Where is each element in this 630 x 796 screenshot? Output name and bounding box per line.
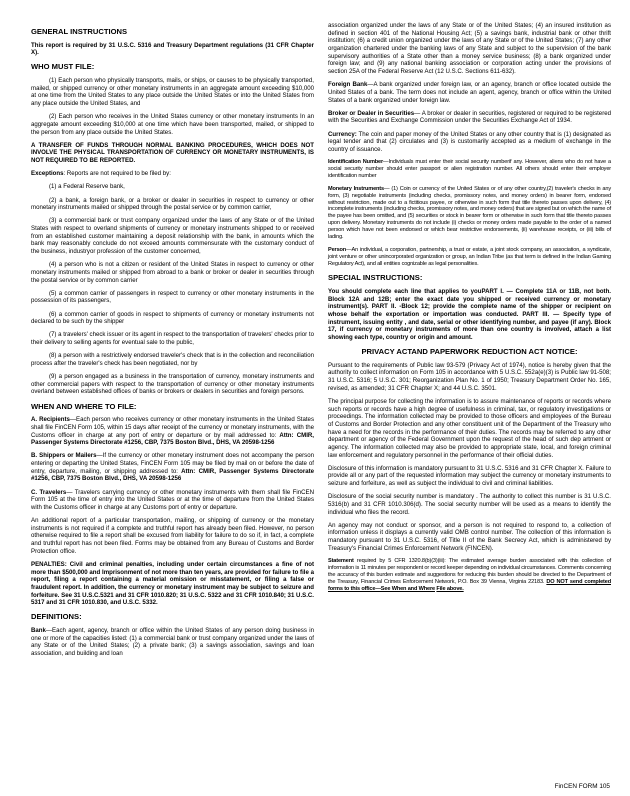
foreign-bank-text: —A bank organized under foreign law, or an agency, branch or office located outside the United States of a bank. The term does not include an agent, agency, branch or office within the United States of a bank organized under foreign law. bbox=[328, 81, 611, 104]
currency-text: The coin and paper money of the United States or any other country that is (1) designated as legal tender and that (2) circulates and (3) is customarily accepted as a medium of exchange in the country of issuance. bbox=[328, 130, 611, 153]
shippers-label: B. Shippers or Mailers bbox=[31, 452, 97, 460]
bank-label: Bank bbox=[31, 627, 46, 635]
shippers-address: Attn: CMIR, Passenger Systems Directorate #1256, CBP, 7375 Boston Blvd., DHS, VA 20598-1256 bbox=[31, 467, 314, 483]
exception-1: (1) a Federal Reserve bank, bbox=[49, 183, 125, 191]
broker-label: Broker or Dealer in Securities bbox=[328, 109, 415, 117]
travelers-label: C. Travelers bbox=[31, 488, 67, 496]
statement-label: Statement bbox=[328, 557, 354, 564]
travelers-text: — Travelers carrying currency or other monetary instruments with them shall file FinCEN Form 105 at the time of entry into the United States or at the time of departure from the United States with the Customs officer in charge at any Customs port of entry or departure. bbox=[31, 488, 314, 511]
when-where-heading: WHEN AND WHERE TO FILE: bbox=[31, 401, 137, 411]
privacy-p2: The principal purpose for collecting the information is to assure maintenance of reports or records where such reports or records have a high degree of usefulness in criminal, tax, or regulatory investigations or proceedings. The information collected may be provided to those officers and employees of the Bureau of Customs and Border Protection and any other constituent unit of the Department of the Treasury who have a need for the records in the performance of their duties. The records may be referred to any other department or agency of the Federal Government upon the request of the head of such dep artment or agency. The information collected may also be provided to appropriate state, local, and foreign criminal law enforcement and regulatory personnel in the performance of their official duties. bbox=[328, 397, 611, 459]
privacy-p4: Disclosure of the social security number is mandatory . The authority to collect this number is 31 U.S.C. 5316(b) and 31 CFR 1010.306(d). The social security number will be used as a means to identify the individual who files the record. bbox=[328, 493, 611, 516]
currency-definition bbox=[328, 131, 611, 154]
person-text: —An individual, a corporation, partnership, a trust or estate, a joint stock company, an association, a syndicate, joint venture or other unincorporated organization or group, an Indian Tribe (as that term is defined in the Indian Gaming Regulatory Act), and all entities cognizable as legal personalities. bbox=[328, 246, 611, 267]
identification-label: Identification Number bbox=[328, 159, 384, 166]
broker-definition bbox=[328, 110, 611, 125]
statement-warning: DO NOT send completed forms to this office—See When and Where bbox=[328, 578, 611, 592]
identification-definition bbox=[328, 159, 611, 180]
exception-8: (8) a person with a restrictively endorsed traveler's check that is in the collection and reconciliation process after the traveler's check has been negotiated, nor by bbox=[31, 352, 314, 367]
privacy-p5: An agency may not conduct or sponsor, and a person is not required to respond to, a collection of information unless it displays a currently valid OMB control number. The collection of this information is mandatory pursuant to 31 U.S.C. 5316, of Title II of the Bank Secrecy Act, which is administered by Treasury's Financial Crimes Enforcement Network (FINCEN). bbox=[328, 521, 611, 552]
monetary-instruments-label: Monetary Instruments bbox=[328, 185, 384, 192]
definitions-heading: DEFINITIONS: bbox=[31, 612, 82, 622]
shippers-text: —If the currency or other monetary instrument does not accompany the person entering or departing the United States, FinCEN Form 105 may be filed by mail on or before the date of entry, departure, mailing, or shipping addressed to: bbox=[31, 452, 314, 475]
exception-7: (7) a travelers' check issuer or its agent in respect to the transportation of travelers' checks prior to their delivery to selling agents for eventual sale to the public, bbox=[31, 331, 314, 347]
currency-label: Currency: bbox=[328, 130, 357, 138]
exception-9: (9) a person engaged as a business in the transportation of currency, monetary instruments and other commercial papers with respect to the transportation of currency or other monetary instruments overland between established offices of banks or brokers or dealers in securities and foreign persons. bbox=[31, 373, 314, 396]
penalties-paragraph: PENALTIES: Civil and criminal penalties, including under certain circumstances a fine of not more than $500,000 and Imprisonment of not more than ten years, are provided for failure to file a report, filing a report containing a material omission or misstatement, or filing a false or fraudulent report. In addition, the currency or monetary instrument may be subject to seizure and forfeiture. See 31 U.S.C.5321 and 31 CFR 1010.820; 31 U.S.C. 5322 and 31 CFR 1010.840; 31 U.S.C. 5317 and 31 CFR 1010.830, and U.S.C. 5332. bbox=[31, 560, 314, 607]
person-definition bbox=[328, 247, 611, 268]
general-instructions-intro: This report is required by 31 U.S.C. 5316 and Treasury Department regulations (31 CFR Chapter X). bbox=[31, 41, 314, 57]
person-label: Person bbox=[328, 246, 347, 253]
exceptions-text: : Reports are not required to be filed by: bbox=[63, 170, 171, 178]
special-instructions-text: You should complete each line that applies to youPART I. — Complete 11A or 11B, not both. Block 12A and 12B; enter the exact date you shipped or received currency or monetary instrument(s). PART II. -Block 12; provide the complete name of the shipper or recipient on whose behalf the exportation or importation was conducted. PART III. — Specify type of instrument, issuing entity , and date, serial or other identifying number, and payee (if any). Block 17, if currency or monetary instruments of more than one country is involved, attach a list showing each type, country or origin and amount. bbox=[328, 287, 611, 341]
shippers-paragraph bbox=[31, 452, 314, 483]
bank-text: —Each agent, agency, branch or office within the United States of any person doing business in one or more of the capacities listed: (1) a commercial bank or trust company organized under the laws of any State or of the United States; (2) a private bank; (3) a savings association, savings and loan association, and building and loan bbox=[31, 627, 314, 658]
exception-5: (5) a common carrier of passengers in respect to currency or other monetary instruments in the possession of its passengers, bbox=[31, 289, 314, 305]
special-instructions-heading: SPECIAL INSTRUCTIONS: bbox=[328, 273, 423, 283]
transfer-note: A TRANSFER OF FUNDS THROUGH NORMAL BANKING PROCEDURES, WHICH DOES NOT INVOLVE THE PHYSICAL TRANSPORTATION OF CURRENCY OR MONETARY INSTRUMENTS, IS NOT REQUIRED TO BE REPORTED. bbox=[31, 141, 314, 165]
burden-statement bbox=[328, 558, 611, 593]
right-column bbox=[328, 22, 611, 663]
exception-3: (3) a commercial bank or trust company organized under the laws of any State or of the United States with respect to overland shipments of currency or monetary instruments shipped to or received from an established customer maintaining a deposit relationship with the bank, in amounts which the bank may reasonably conclude do not exceed amounts commensurate with the customary conduct of the business, industryor profession of the customer concerned, bbox=[31, 217, 314, 256]
who-must-file-heading: WHO MUST FILE: bbox=[31, 62, 95, 72]
additional-report-paragraph: An additional report of a particular transportation, mailing, or shipping of currency or the monetary instruments is not required if a complete and truthful report has already been filed. However, no person otherwise required to file a report shall be excused from liability for failure to do so if, in fact, a complete and truthful report has not been filed. Forms may be obtained from any Bureau of Customs and Border Protection office. bbox=[31, 517, 314, 555]
identification-text: —Individuals must enter their social security numberif any. However, aliens who do not have a social security number should enter passport or alien registration number. All others should enter their employer identification number bbox=[328, 159, 611, 180]
bank-definition bbox=[31, 627, 314, 658]
privacy-p1: Pursuant to the requirements of Public law 93-579 (Privacy Act of 1974), notice is hereby given that the authority to collect information on Form 105 in accordance with 5 U.S.C. 552a(e)(3) is Public law 91-508; 31 U.S.C. 5316; 5 U.S.C. 301; Reorganization Plan No. 1 of 1950; Treasury Department Order No. 165, revised, as amended; 31 CFR Chapter X; and 44 U.S.C. 3501. bbox=[328, 361, 611, 392]
who-must-file-p1: (1) Each person who physically transports, mails, or ships, or causes to be physically transported, mailed, or shipped currency or other monetary instruments in an aggregate amount exceeding $10,000 at one time from the United States to any place outside the United States or into the United States from any place outside the United States, and bbox=[31, 76, 314, 107]
bank-definition-continued: association organized under the laws of any State or of the United States; (4) an insured institution as defined in section 401 of the National Housing Act; (5) a savings bank, industrial bank or other thrift institution; (6) a credit union organized under the laws of any State or of the United States; (7) any other organization chartered under the banking laws of any State and subject to the supervision of the bank supervisory authorities of a State other than a money service business; (8) a bank organized under foreign law; and (9) any national banking association or corporation acting under the provisions of section 25A of the Federal Reserve Act (12 U.S.C. Sections 611-632). bbox=[328, 22, 611, 76]
recipients-paragraph bbox=[31, 416, 314, 447]
exceptions-intro bbox=[31, 170, 314, 178]
left-column bbox=[31, 22, 314, 663]
monetary-instruments-definition bbox=[328, 186, 611, 242]
exception-6: (6) a common carrier of goods in respect to shipments of currency or monetary instruments not declared to be such by the shipper bbox=[31, 310, 314, 326]
who-must-file-p2: (2) Each person who receives in the United States currency or other monetary instruments In an aggregate amount exceeding $10,000 at one time which have been transported, mailed, or shipped to the person from any place outside the United States. bbox=[31, 113, 314, 136]
statement-tail: File above. bbox=[436, 585, 464, 592]
foreign-bank-label: Foreign Bank bbox=[328, 81, 368, 89]
privacy-act-heading: PRIVACY ACTAND PAPERWORK REDUCTION ACT NOTICE: bbox=[361, 347, 578, 357]
broker-text: — A broker or dealer in securities, registered or required to be registered with the Securities and Exchange Commission under the Securities Exchange Act of 1934. bbox=[328, 109, 611, 125]
exception-2: (2) a bank, a foreign bank, or a broker or dealer in securities in respect to currency or other monetary instruments mailed or shipped through the postal service or by common carrier, bbox=[31, 196, 314, 212]
statement-text: required by 5 CFR 1320.8(b)(3)(iii): The estimated average burden associated with this collection of information is 11 minutes per respondent or record keeper depending on individual circumstances. Comments concerning the accuracy of this burden estimate and suggestions for reducing this burden should be directed to the Department of the Treasury, Financial Crimes Enforcement Network, P.O. Box 39 Vienna, Virginia 22183. bbox=[328, 557, 611, 585]
form-footer-id: FinCEN FORM 105 bbox=[554, 783, 610, 790]
general-instructions-heading: GENERAL INSTRUCTIONS bbox=[31, 27, 128, 36]
recipients-label: A. Recipients bbox=[31, 416, 70, 424]
recipients-text: —Each person who receives currency or other monetary instruments in the United States shall file FinCEN Form 105, within 15 days after receipt of the currency or monetary instruments, with the Customs officer in charge at any port of entry or departure or by mail addressed to: bbox=[31, 416, 314, 439]
exception-4: (4) a person who is not a citizen or resident of the United States in respect to currency or other monetary instruments mailed or shipped from abroad to a bank or broker or dealer in securities through the postal service or by common carrier bbox=[31, 261, 314, 284]
monetary-instruments-text: — (1) Coin or currency of the United States or of any other country,(2) traveler's checks in any form, (3) negotiable instruments (including checks, promissory notes, and money orders) in bearer form, endorsed without restriction, made out to a fictitious payee, or otherwise in such form that title thereto passes upon delivery, (4) incomplete instruments (including checks, promissory notes, and money orders) that are signed but on which the name of the payee has been omitted, and (5) securities or stock in bearer form or otherwise in such form that title thereto passes upon delivery. Monetary instruments do not include (i) checks or money orders made payable to the order of a named person which have not been endorsed or which bear restrictive endorsements, (ii) warehouse receipts, or (iii) bills of lading. bbox=[328, 185, 612, 241]
travelers-paragraph bbox=[31, 489, 314, 512]
exceptions-label: Exceptions bbox=[31, 170, 64, 178]
privacy-p3: Disclosure of this information is mandatory pursuant to 31 U.S.C. 5316 and 31 CFR Chapter X. Failure to provide all or any part of the requested information may subject the currency or monetary instruments to seizure and forfeiture, as well as subject the individual to civil and criminal liabilities. bbox=[328, 464, 611, 488]
recipients-address: Attn: CMIR, Passenger Systems Directorate #1256, CBP, 7375 Boston Blvd., DHS, VA 20598-1256 bbox=[31, 431, 314, 447]
foreign-bank-definition bbox=[328, 81, 611, 104]
